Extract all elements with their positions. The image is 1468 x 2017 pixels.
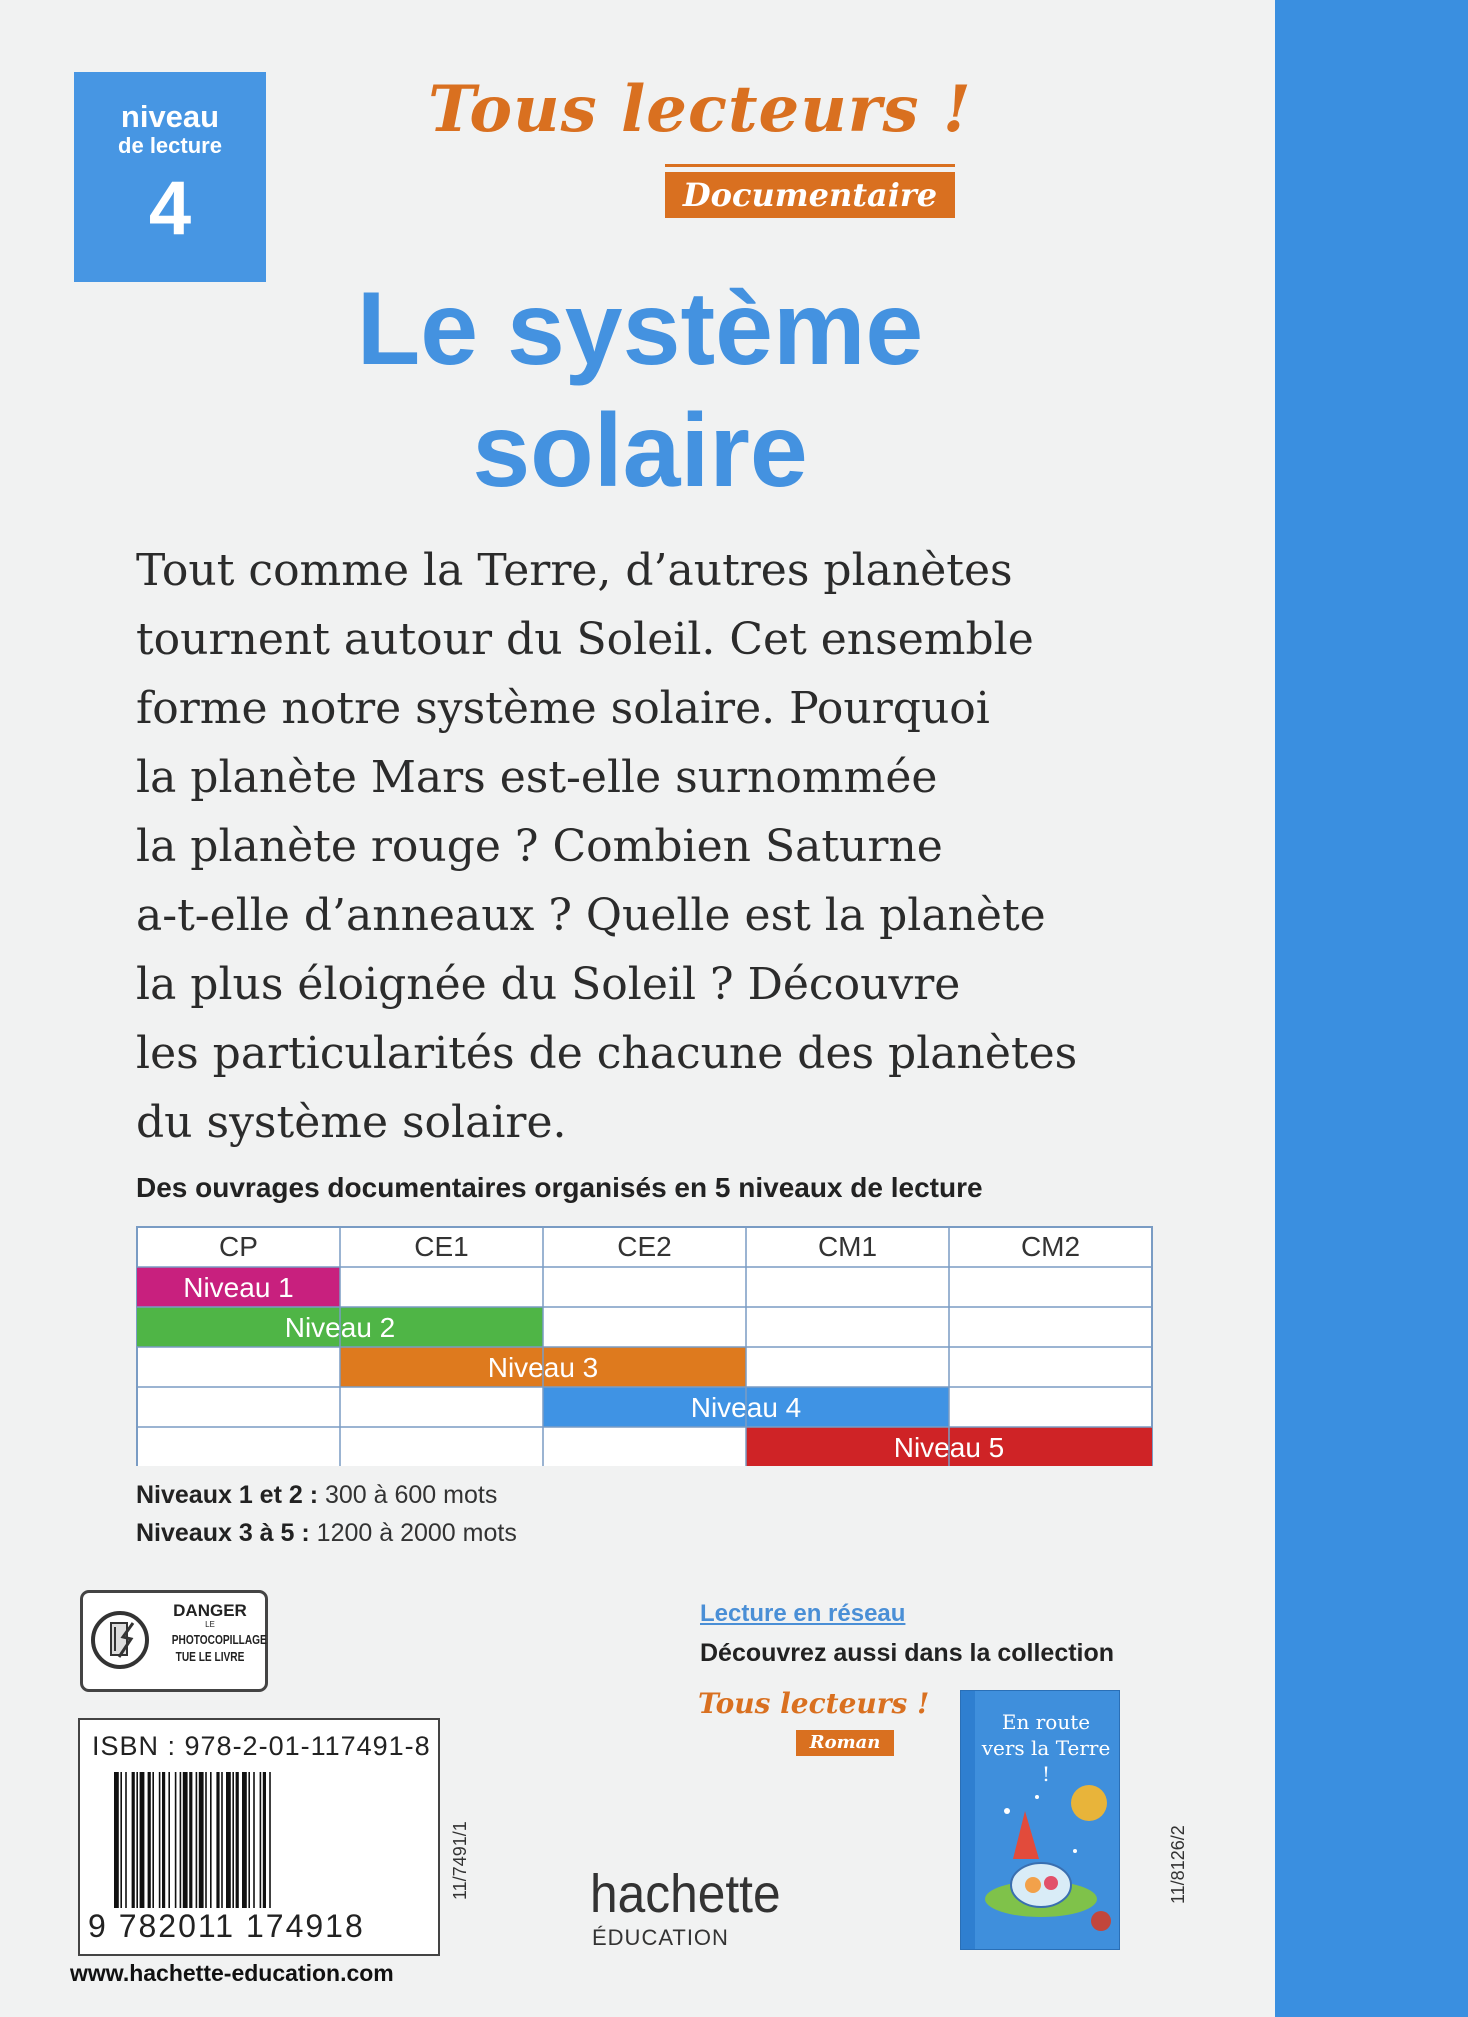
word-count-value: 1200 à 2000 mots [316, 1519, 517, 1547]
reading-levels-grid [136, 1226, 1154, 1466]
barcode-bar [175, 1772, 177, 1908]
barcode-bar [196, 1772, 198, 1908]
reading-level-badge [74, 72, 266, 282]
isbn-panel [78, 1718, 440, 1956]
blurb-line: forme notre système solaire. Pourquoi [136, 683, 990, 734]
related-side-code: 11/8126/2 [1168, 1825, 1188, 1904]
barcode-bar [140, 1772, 145, 1908]
related-subheading: Découvrez aussi dans la collection [700, 1639, 1115, 1667]
barcode-bar [180, 1772, 182, 1908]
barcode-bar [221, 1772, 223, 1908]
blurb-line: tournent autour du Soleil. Cet ensemble [136, 614, 1034, 665]
level-bar-label: Niveau 1 [183, 1272, 294, 1303]
series-title: Tous lecteurs ! [428, 72, 972, 147]
danger-le: LE [205, 1620, 215, 1629]
barcode-bar [120, 1772, 122, 1908]
danger-tagline [171, 1631, 267, 1665]
danger-tagline-line1: PHOTOCOPILLAGE [171, 1632, 267, 1647]
barcode-bar [269, 1772, 271, 1908]
level-bar-label: Niveau 5 [893, 1432, 1005, 1463]
blurb-line: la planète rouge ? Combien Saturne [136, 821, 943, 872]
barcode-bar [125, 1772, 127, 1908]
blurb-line: la planète Mars est-elle surnommée [136, 752, 938, 803]
photocopy-book-icon [89, 1609, 151, 1671]
related-series-subtitle: Roman [796, 1730, 894, 1756]
barcode-bar [260, 1772, 262, 1908]
grid-column-label: CE2 [617, 1231, 672, 1262]
isbn-side-code: 11/7491/1 [450, 1821, 470, 1900]
word-count-value: 300 à 600 mots [324, 1481, 498, 1509]
barcode-bar [216, 1772, 219, 1908]
level-badge-line1: niveau [120, 99, 220, 134]
series-subtitle: Documentaire [665, 172, 955, 218]
level-bar-label: Niveau 2 [284, 1312, 396, 1343]
barcode [114, 1772, 402, 1908]
danger-word: DANGER [173, 1601, 247, 1620]
barcode-number: 9 782011 174918 [88, 1908, 365, 1944]
word-count-row [136, 1516, 517, 1550]
series-rule [665, 164, 955, 167]
word-count-row [136, 1478, 497, 1512]
level-bar-label: Niveau 4 [690, 1392, 802, 1423]
word-count-label: Niveaux 3 à 5 : [136, 1519, 310, 1547]
level-bar-label: Niveau 3 [487, 1352, 599, 1383]
mini-book-spine [961, 1691, 975, 1949]
blurb-line: du système solaire. [136, 1097, 567, 1148]
barcode-bar [232, 1772, 234, 1908]
book-title-line2: solaire [472, 393, 808, 509]
barcode-bar [162, 1772, 165, 1908]
book-title [270, 268, 1010, 512]
blurb-line: les particularités de chacune des planètes [136, 1028, 1078, 1079]
related-book-cover [960, 1690, 1120, 1950]
barcode-bar [132, 1772, 135, 1908]
barcode-bar [168, 1772, 170, 1908]
related-book-title [977, 1709, 1115, 1787]
grid-column-label: CM2 [1020, 1231, 1081, 1262]
levels-caption: Des ouvrages documentaires organisés en 5 niveaux de lecture [136, 1172, 983, 1203]
blurb-line: a-t-elle d’anneaux ? Quelle est la planète [136, 890, 1046, 941]
related-book-title-line2: vers la Terre ! [981, 1736, 1111, 1786]
blurb [136, 536, 1236, 1157]
anti-photocopy-logo [80, 1590, 268, 1692]
word-count-label: Niveaux 1 et 2 : [136, 1481, 319, 1509]
book-title-line1: Le système [356, 271, 924, 387]
barcode-bar [205, 1772, 207, 1908]
barcode-bar [114, 1772, 119, 1908]
danger-tagline-line2: TUE LE LIVRE [175, 1649, 245, 1664]
barcode-bar [199, 1772, 204, 1908]
barcode-bar [152, 1772, 154, 1908]
barcode-bar [159, 1772, 161, 1908]
grid-column-label: CM1 [817, 1231, 878, 1262]
grid-column-label: CE1 [414, 1231, 469, 1262]
blurb-line: Tout comme la Terre, d’autres planètes [136, 545, 1013, 596]
barcode-bar [242, 1772, 247, 1908]
barcode-bar [183, 1772, 188, 1908]
barcode-bar [263, 1772, 266, 1908]
barcode-bar [253, 1772, 255, 1908]
barcode-bar [148, 1772, 151, 1908]
barcode-bar [189, 1772, 192, 1908]
publisher-logo: hachette [590, 1864, 781, 1924]
level-badge-number: 4 [148, 166, 192, 251]
spine [1275, 0, 1468, 2017]
barcode-bar [236, 1772, 239, 1908]
level-badge-line2: de lecture [118, 133, 222, 158]
isbn-label: ISBN : 978-2-01-117491-8 [92, 1731, 431, 1761]
related-heading: Lecture en réseau [700, 1600, 906, 1627]
barcode-bar [136, 1772, 138, 1908]
barcode-bar [210, 1772, 212, 1908]
blurb-line: la plus éloignée du Soleil ? Découvre [136, 959, 961, 1010]
publisher-subtitle: ÉDUCATION [592, 1925, 729, 1950]
barcode-bar [226, 1772, 231, 1908]
grid-column-label: CP [219, 1231, 258, 1262]
related-book-title-line1: En route [1001, 1710, 1091, 1734]
space-illustration [977, 1781, 1115, 1941]
barcode-bar [248, 1772, 250, 1908]
related-series-title: Tous lecteurs ! [698, 1687, 930, 1720]
website-url: www.hachette-education.com [70, 1960, 394, 1986]
